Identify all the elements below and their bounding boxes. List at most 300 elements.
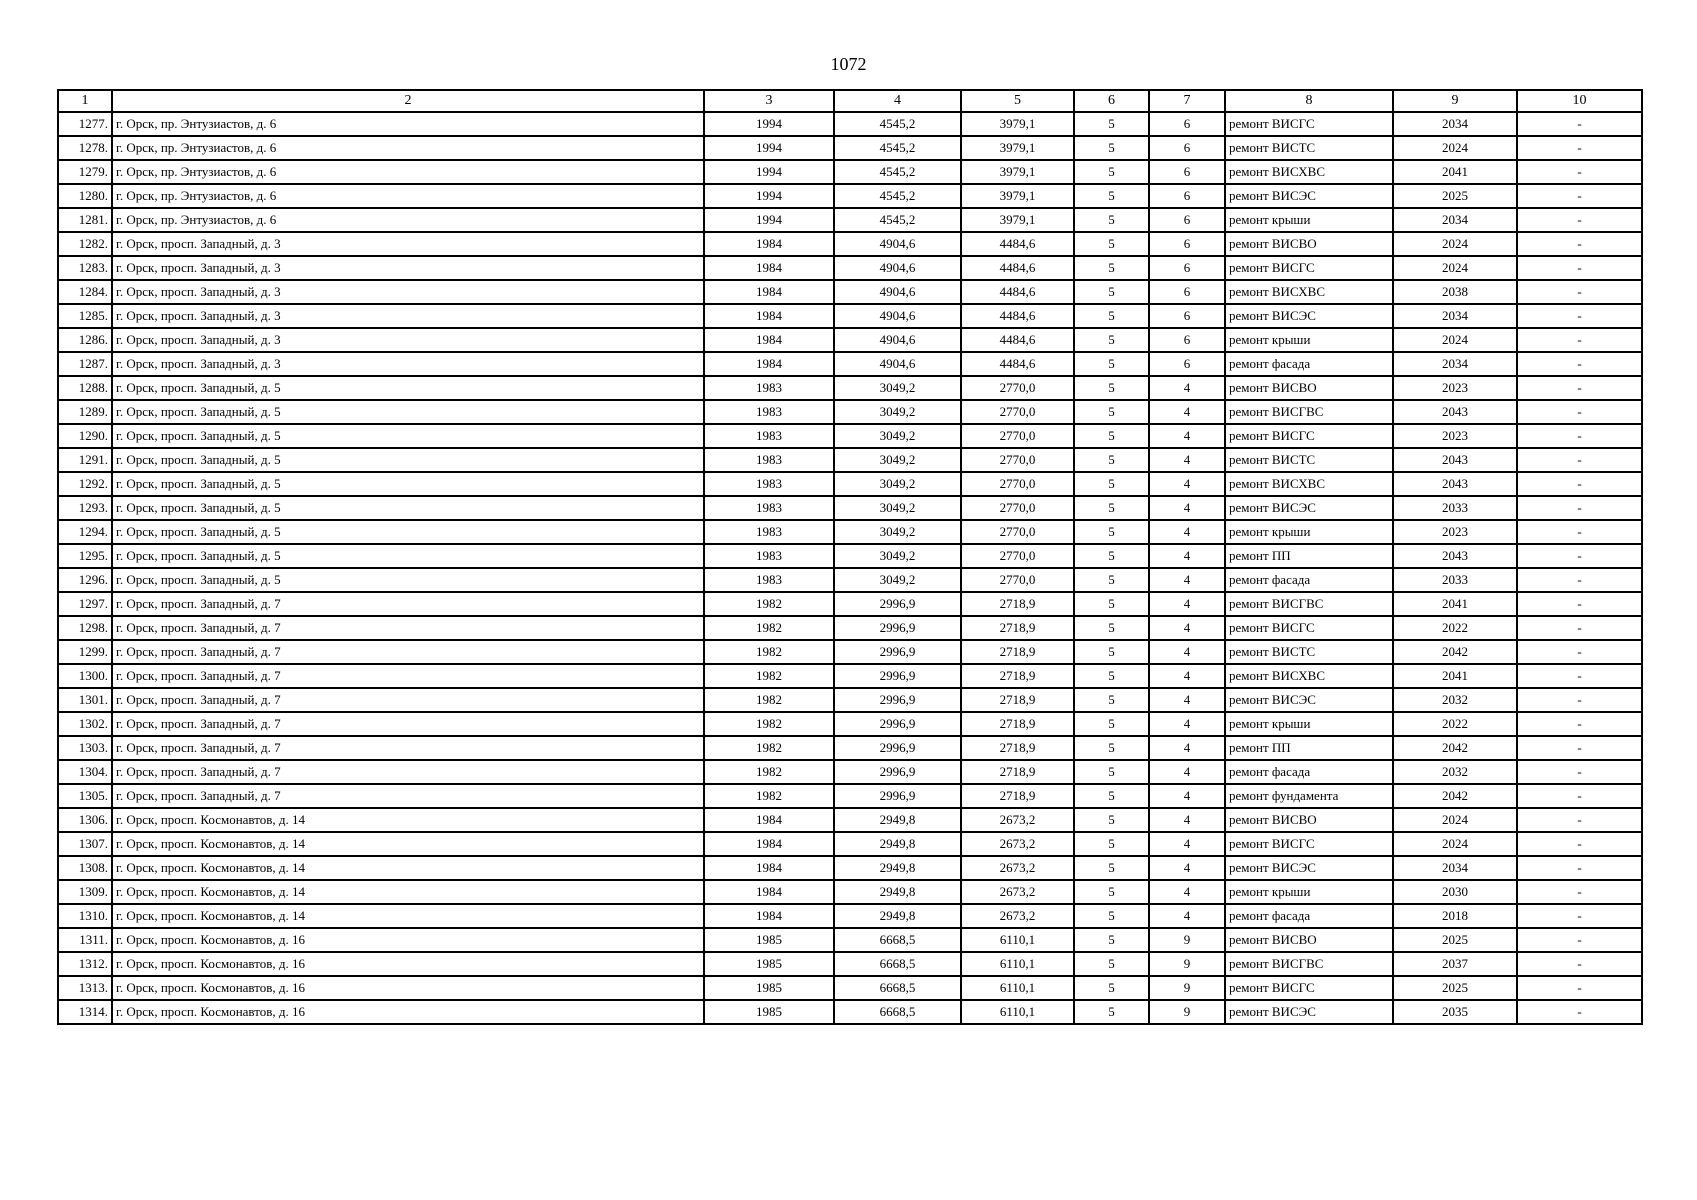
cell-living-area: 3979,1 [961, 136, 1074, 160]
cell-planned-year: 2023 [1393, 520, 1517, 544]
cell-floors: 5 [1074, 232, 1149, 256]
cell-total-area: 4545,2 [834, 184, 961, 208]
cell-living-area: 2673,2 [961, 904, 1074, 928]
cell-address: г. Орск, просп. Западный, д. 5 [112, 448, 704, 472]
table-row [58, 736, 1642, 760]
cell-entrances: 4 [1149, 400, 1225, 424]
cell-work-type: ремонт ВИСЭС [1225, 1000, 1393, 1024]
cell-address: г. Орск, пр. Энтузиастов, д. 6 [112, 184, 704, 208]
cell-note: - [1517, 280, 1642, 304]
cell-work-type: ремонт ВИСХВС [1225, 160, 1393, 184]
cell-total-area: 4545,2 [834, 112, 961, 136]
table-row [58, 1000, 1642, 1024]
cell-row-number: 1284. [58, 280, 112, 304]
cell-entrances: 4 [1149, 448, 1225, 472]
cell-living-area: 4484,6 [961, 280, 1074, 304]
cell-living-area: 2770,0 [961, 472, 1074, 496]
cell-planned-year: 2033 [1393, 496, 1517, 520]
cell-build-year: 1985 [704, 976, 834, 1000]
cell-total-area: 4904,6 [834, 280, 961, 304]
cell-build-year: 1983 [704, 448, 834, 472]
cell-build-year: 1984 [704, 232, 834, 256]
cell-living-area: 2770,0 [961, 520, 1074, 544]
cell-entrances: 4 [1149, 376, 1225, 400]
cell-living-area: 3979,1 [961, 112, 1074, 136]
table-row [58, 856, 1642, 880]
column-header-2: 2 [112, 90, 704, 112]
cell-total-area: 6668,5 [834, 952, 961, 976]
cell-address: г. Орск, просп. Западный, д. 7 [112, 616, 704, 640]
cell-note: - [1517, 616, 1642, 640]
cell-total-area: 3049,2 [834, 544, 961, 568]
table-row [58, 568, 1642, 592]
cell-entrances: 4 [1149, 520, 1225, 544]
cell-note: - [1517, 136, 1642, 160]
cell-note: - [1517, 424, 1642, 448]
cell-address: г. Орск, просп. Западный, д. 3 [112, 280, 704, 304]
cell-address: г. Орск, просп. Космонавтов, д. 14 [112, 832, 704, 856]
cell-note: - [1517, 376, 1642, 400]
cell-planned-year: 2033 [1393, 568, 1517, 592]
cell-note: - [1517, 928, 1642, 952]
cell-build-year: 1982 [704, 688, 834, 712]
table-row [58, 760, 1642, 784]
table-row [58, 304, 1642, 328]
cell-work-type: ремонт ПП [1225, 544, 1393, 568]
cell-planned-year: 2041 [1393, 664, 1517, 688]
table-row [58, 832, 1642, 856]
cell-floors: 5 [1074, 448, 1149, 472]
column-header-6: 6 [1074, 90, 1149, 112]
cell-address: г. Орск, просп. Космонавтов, д. 14 [112, 856, 704, 880]
cell-note: - [1517, 952, 1642, 976]
cell-floors: 5 [1074, 976, 1149, 1000]
cell-work-type: ремонт ВИСТС [1225, 448, 1393, 472]
table-row [58, 280, 1642, 304]
cell-entrances: 9 [1149, 1000, 1225, 1024]
cell-planned-year: 2034 [1393, 208, 1517, 232]
table-row [58, 160, 1642, 184]
cell-living-area: 2718,9 [961, 664, 1074, 688]
cell-note: - [1517, 472, 1642, 496]
cell-entrances: 4 [1149, 784, 1225, 808]
cell-entrances: 4 [1149, 544, 1225, 568]
cell-build-year: 1983 [704, 568, 834, 592]
cell-living-area: 4484,6 [961, 304, 1074, 328]
cell-work-type: ремонт ВИСГС [1225, 976, 1393, 1000]
cell-note: - [1517, 664, 1642, 688]
cell-address: г. Орск, просп. Западный, д. 5 [112, 400, 704, 424]
cell-total-area: 4545,2 [834, 208, 961, 232]
cell-living-area: 2770,0 [961, 568, 1074, 592]
cell-total-area: 3049,2 [834, 448, 961, 472]
cell-row-number: 1314. [58, 1000, 112, 1024]
cell-planned-year: 2042 [1393, 640, 1517, 664]
cell-total-area: 6668,5 [834, 1000, 961, 1024]
cell-total-area: 2996,9 [834, 688, 961, 712]
cell-work-type: ремонт ВИСГВС [1225, 592, 1393, 616]
cell-work-type: ремонт ВИСГС [1225, 424, 1393, 448]
cell-address: г. Орск, просп. Западный, д. 5 [112, 568, 704, 592]
cell-row-number: 1297. [58, 592, 112, 616]
cell-floors: 5 [1074, 568, 1149, 592]
cell-floors: 5 [1074, 952, 1149, 976]
column-header-3: 3 [704, 90, 834, 112]
cell-floors: 5 [1074, 880, 1149, 904]
cell-planned-year: 2034 [1393, 304, 1517, 328]
cell-entrances: 4 [1149, 712, 1225, 736]
cell-living-area: 2718,9 [961, 784, 1074, 808]
cell-row-number: 1279. [58, 160, 112, 184]
cell-entrances: 6 [1149, 304, 1225, 328]
cell-floors: 5 [1074, 592, 1149, 616]
cell-planned-year: 2038 [1393, 280, 1517, 304]
cell-work-type: ремонт ВИСЭС [1225, 184, 1393, 208]
table-row [58, 352, 1642, 376]
cell-note: - [1517, 544, 1642, 568]
cell-note: - [1517, 448, 1642, 472]
cell-floors: 5 [1074, 208, 1149, 232]
cell-note: - [1517, 592, 1642, 616]
cell-address: г. Орск, просп. Западный, д. 3 [112, 352, 704, 376]
cell-work-type: ремонт ВИСВО [1225, 232, 1393, 256]
cell-total-area: 3049,2 [834, 424, 961, 448]
cell-planned-year: 2034 [1393, 352, 1517, 376]
table-row [58, 256, 1642, 280]
cell-address: г. Орск, просп. Западный, д. 5 [112, 520, 704, 544]
cell-total-area: 3049,2 [834, 520, 961, 544]
cell-work-type: ремонт ВИСГС [1225, 832, 1393, 856]
cell-row-number: 1304. [58, 760, 112, 784]
cell-build-year: 1982 [704, 712, 834, 736]
cell-address: г. Орск, просп. Западный, д. 5 [112, 424, 704, 448]
cell-note: - [1517, 520, 1642, 544]
table-row [58, 376, 1642, 400]
cell-note: - [1517, 256, 1642, 280]
cell-row-number: 1300. [58, 664, 112, 688]
cell-planned-year: 2042 [1393, 784, 1517, 808]
cell-note: - [1517, 976, 1642, 1000]
cell-total-area: 2996,9 [834, 592, 961, 616]
cell-address: г. Орск, просп. Западный, д. 7 [112, 688, 704, 712]
column-header-4: 4 [834, 90, 961, 112]
table-row [58, 784, 1642, 808]
cell-entrances: 4 [1149, 856, 1225, 880]
cell-address: г. Орск, просп. Западный, д. 5 [112, 496, 704, 520]
cell-work-type: ремонт фасада [1225, 760, 1393, 784]
cell-entrances: 4 [1149, 904, 1225, 928]
cell-planned-year: 2043 [1393, 448, 1517, 472]
cell-work-type: ремонт ВИСГС [1225, 616, 1393, 640]
cell-work-type: ремонт крыши [1225, 880, 1393, 904]
cell-planned-year: 2024 [1393, 328, 1517, 352]
cell-entrances: 4 [1149, 616, 1225, 640]
cell-note: - [1517, 688, 1642, 712]
cell-entrances: 4 [1149, 472, 1225, 496]
cell-planned-year: 2041 [1393, 160, 1517, 184]
cell-build-year: 1994 [704, 112, 834, 136]
cell-living-area: 2673,2 [961, 832, 1074, 856]
cell-planned-year: 2032 [1393, 688, 1517, 712]
cell-build-year: 1983 [704, 424, 834, 448]
cell-planned-year: 2023 [1393, 424, 1517, 448]
cell-entrances: 6 [1149, 352, 1225, 376]
table-row [58, 592, 1642, 616]
cell-entrances: 9 [1149, 976, 1225, 1000]
cell-note: - [1517, 880, 1642, 904]
table-row [58, 928, 1642, 952]
cell-total-area: 2949,8 [834, 808, 961, 832]
cell-build-year: 1983 [704, 472, 834, 496]
cell-entrances: 6 [1149, 184, 1225, 208]
cell-build-year: 1984 [704, 904, 834, 928]
cell-floors: 5 [1074, 352, 1149, 376]
cell-address: г. Орск, просп. Западный, д. 7 [112, 640, 704, 664]
cell-row-number: 1298. [58, 616, 112, 640]
cell-row-number: 1306. [58, 808, 112, 832]
cell-address: г. Орск, просп. Западный, д. 5 [112, 544, 704, 568]
cell-floors: 5 [1074, 184, 1149, 208]
cell-living-area: 2718,9 [961, 760, 1074, 784]
cell-planned-year: 2025 [1393, 976, 1517, 1000]
cell-total-area: 3049,2 [834, 568, 961, 592]
table-row [58, 472, 1642, 496]
cell-planned-year: 2024 [1393, 136, 1517, 160]
cell-planned-year: 2032 [1393, 760, 1517, 784]
cell-floors: 5 [1074, 472, 1149, 496]
cell-living-area: 2718,9 [961, 688, 1074, 712]
page-number: 1072 [830, 54, 867, 74]
cell-living-area: 2770,0 [961, 424, 1074, 448]
cell-row-number: 1283. [58, 256, 112, 280]
cell-row-number: 1278. [58, 136, 112, 160]
cell-total-area: 4904,6 [834, 328, 961, 352]
table-row [58, 664, 1642, 688]
cell-planned-year: 2024 [1393, 808, 1517, 832]
cell-entrances: 6 [1149, 232, 1225, 256]
cell-build-year: 1983 [704, 496, 834, 520]
cell-floors: 5 [1074, 808, 1149, 832]
cell-build-year: 1984 [704, 352, 834, 376]
table-row [58, 328, 1642, 352]
cell-floors: 5 [1074, 304, 1149, 328]
cell-entrances: 9 [1149, 928, 1225, 952]
cell-planned-year: 2035 [1393, 1000, 1517, 1024]
cell-planned-year: 2024 [1393, 832, 1517, 856]
table-row [58, 232, 1642, 256]
table-row [58, 544, 1642, 568]
cell-build-year: 1983 [704, 520, 834, 544]
cell-living-area: 6110,1 [961, 928, 1074, 952]
cell-total-area: 2996,9 [834, 664, 961, 688]
cell-entrances: 6 [1149, 160, 1225, 184]
cell-build-year: 1982 [704, 592, 834, 616]
cell-build-year: 1982 [704, 736, 834, 760]
cell-floors: 5 [1074, 784, 1149, 808]
cell-note: - [1517, 208, 1642, 232]
cell-floors: 5 [1074, 664, 1149, 688]
cell-note: - [1517, 400, 1642, 424]
cell-entrances: 6 [1149, 280, 1225, 304]
cell-entrances: 6 [1149, 328, 1225, 352]
cell-entrances: 4 [1149, 736, 1225, 760]
cell-build-year: 1984 [704, 304, 834, 328]
cell-row-number: 1311. [58, 928, 112, 952]
cell-address: г. Орск, просп. Западный, д. 7 [112, 760, 704, 784]
cell-row-number: 1295. [58, 544, 112, 568]
cell-work-type: ремонт ВИСВО [1225, 928, 1393, 952]
cell-note: - [1517, 640, 1642, 664]
cell-living-area: 6110,1 [961, 952, 1074, 976]
cell-living-area: 3979,1 [961, 160, 1074, 184]
cell-build-year: 1994 [704, 136, 834, 160]
cell-row-number: 1308. [58, 856, 112, 880]
column-header-1: 1 [58, 90, 112, 112]
cell-note: - [1517, 712, 1642, 736]
cell-floors: 5 [1074, 376, 1149, 400]
cell-work-type: ремонт крыши [1225, 712, 1393, 736]
cell-entrances: 6 [1149, 208, 1225, 232]
cell-row-number: 1288. [58, 376, 112, 400]
cell-build-year: 1985 [704, 928, 834, 952]
cell-note: - [1517, 568, 1642, 592]
cell-row-number: 1293. [58, 496, 112, 520]
table-body [58, 112, 1642, 1024]
cell-work-type: ремонт ВИСЭС [1225, 688, 1393, 712]
cell-living-area: 2718,9 [961, 712, 1074, 736]
cell-floors: 5 [1074, 760, 1149, 784]
cell-entrances: 4 [1149, 424, 1225, 448]
cell-floors: 5 [1074, 424, 1149, 448]
cell-row-number: 1287. [58, 352, 112, 376]
cell-planned-year: 2022 [1393, 616, 1517, 640]
cell-address: г. Орск, просп. Западный, д. 3 [112, 328, 704, 352]
cell-entrances: 4 [1149, 568, 1225, 592]
cell-address: г. Орск, просп. Западный, д. 7 [112, 664, 704, 688]
cell-build-year: 1984 [704, 808, 834, 832]
cell-address: г. Орск, просп. Западный, д. 7 [112, 736, 704, 760]
cell-address: г. Орск, просп. Космонавтов, д. 16 [112, 952, 704, 976]
cell-planned-year: 2022 [1393, 712, 1517, 736]
cell-row-number: 1294. [58, 520, 112, 544]
cell-row-number: 1296. [58, 568, 112, 592]
cell-build-year: 1994 [704, 184, 834, 208]
cell-note: - [1517, 808, 1642, 832]
cell-build-year: 1982 [704, 760, 834, 784]
cell-living-area: 2673,2 [961, 880, 1074, 904]
cell-work-type: ремонт ВИСЭС [1225, 304, 1393, 328]
table-row [58, 904, 1642, 928]
cell-floors: 5 [1074, 136, 1149, 160]
cell-build-year: 1984 [704, 256, 834, 280]
cell-living-area: 2718,9 [961, 640, 1074, 664]
cell-row-number: 1286. [58, 328, 112, 352]
cell-floors: 5 [1074, 904, 1149, 928]
cell-planned-year: 2043 [1393, 472, 1517, 496]
cell-build-year: 1983 [704, 544, 834, 568]
column-header-9: 9 [1393, 90, 1517, 112]
cell-note: - [1517, 184, 1642, 208]
cell-total-area: 3049,2 [834, 376, 961, 400]
cell-row-number: 1303. [58, 736, 112, 760]
cell-entrances: 9 [1149, 952, 1225, 976]
cell-work-type: ремонт ВИСВО [1225, 808, 1393, 832]
cell-planned-year: 2024 [1393, 256, 1517, 280]
cell-living-area: 2718,9 [961, 592, 1074, 616]
cell-work-type: ремонт ВИСТС [1225, 136, 1393, 160]
cell-entrances: 4 [1149, 808, 1225, 832]
cell-note: - [1517, 160, 1642, 184]
cell-note: - [1517, 352, 1642, 376]
cell-entrances: 4 [1149, 496, 1225, 520]
cell-living-area: 4484,6 [961, 232, 1074, 256]
cell-total-area: 3049,2 [834, 400, 961, 424]
cell-floors: 5 [1074, 328, 1149, 352]
table-row [58, 136, 1642, 160]
table-row [58, 208, 1642, 232]
cell-address: г. Орск, просп. Западный, д. 3 [112, 256, 704, 280]
cell-planned-year: 2025 [1393, 184, 1517, 208]
cell-row-number: 1292. [58, 472, 112, 496]
cell-entrances: 4 [1149, 592, 1225, 616]
cell-work-type: ремонт фундамента [1225, 784, 1393, 808]
cell-work-type: ремонт крыши [1225, 208, 1393, 232]
cell-note: - [1517, 856, 1642, 880]
cell-living-area: 4484,6 [961, 352, 1074, 376]
column-header-8: 8 [1225, 90, 1393, 112]
cell-total-area: 6668,5 [834, 928, 961, 952]
cell-floors: 5 [1074, 544, 1149, 568]
cell-build-year: 1984 [704, 856, 834, 880]
cell-total-area: 4904,6 [834, 352, 961, 376]
cell-address: г. Орск, просп. Западный, д. 7 [112, 712, 704, 736]
cell-work-type: ремонт ВИСЭС [1225, 856, 1393, 880]
cell-total-area: 3049,2 [834, 472, 961, 496]
cell-work-type: ремонт ВИСХВС [1225, 664, 1393, 688]
cell-address: г. Орск, просп. Космонавтов, д. 14 [112, 808, 704, 832]
cell-note: - [1517, 112, 1642, 136]
cell-entrances: 4 [1149, 832, 1225, 856]
cell-build-year: 1984 [704, 328, 834, 352]
cell-living-area: 2718,9 [961, 616, 1074, 640]
cell-total-area: 4904,6 [834, 256, 961, 280]
cell-build-year: 1982 [704, 640, 834, 664]
cell-row-number: 1290. [58, 424, 112, 448]
cell-row-number: 1281. [58, 208, 112, 232]
cell-row-number: 1307. [58, 832, 112, 856]
cell-build-year: 1984 [704, 280, 834, 304]
cell-note: - [1517, 904, 1642, 928]
cell-row-number: 1302. [58, 712, 112, 736]
cell-address: г. Орск, просп. Космонавтов, д. 14 [112, 880, 704, 904]
cell-row-number: 1310. [58, 904, 112, 928]
cell-build-year: 1984 [704, 832, 834, 856]
table-row [58, 808, 1642, 832]
repair-schedule-table [57, 89, 1643, 1025]
cell-living-area: 6110,1 [961, 1000, 1074, 1024]
cell-entrances: 4 [1149, 880, 1225, 904]
cell-address: г. Орск, пр. Энтузиастов, д. 6 [112, 160, 704, 184]
cell-floors: 5 [1074, 712, 1149, 736]
cell-build-year: 1985 [704, 952, 834, 976]
cell-entrances: 4 [1149, 760, 1225, 784]
cell-planned-year: 2034 [1393, 856, 1517, 880]
cell-work-type: ремонт крыши [1225, 520, 1393, 544]
cell-floors: 5 [1074, 496, 1149, 520]
cell-total-area: 2996,9 [834, 616, 961, 640]
cell-planned-year: 2042 [1393, 736, 1517, 760]
cell-address: г. Орск, просп. Западный, д. 7 [112, 592, 704, 616]
